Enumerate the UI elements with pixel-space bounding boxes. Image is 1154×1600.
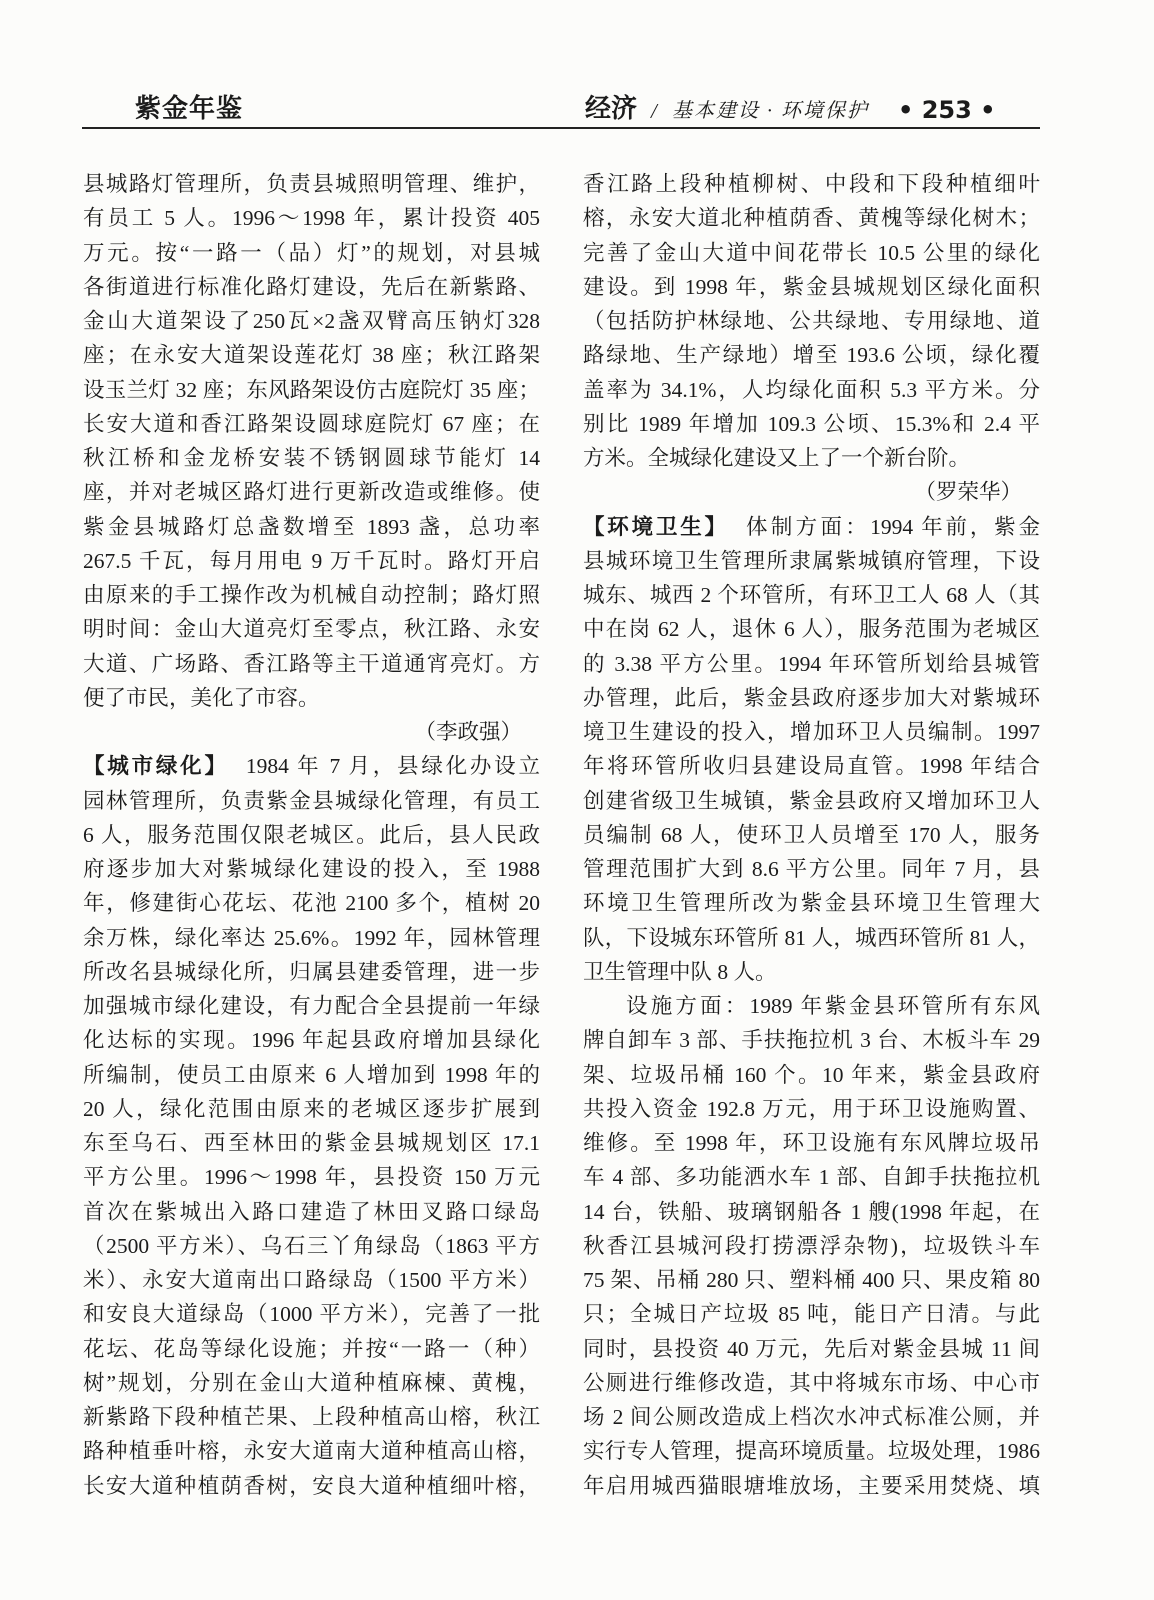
text-line: 各街道进行标准化路灯建设，先后在新紫路、 xyxy=(83,274,540,299)
author-credit: （李政强） xyxy=(414,720,522,744)
text-line: 紫金县城路灯总盏数增至 1893 盏，总功率 xyxy=(83,514,540,539)
text-line: 队，下设城东环管所 81 人，城西环管所 81 人， xyxy=(583,925,1040,950)
section-heading: 【城市绿化】 xyxy=(83,754,229,780)
text-line: 设玉兰灯 32 座；东风路架设仿古庭院灯 35 座； xyxy=(83,377,540,402)
text-line: 秋香江县城河段打捞漂浮杂物)，垃圾铁斗车 xyxy=(583,1233,1040,1258)
text-line: 花坛、花岛等绿化设施；并按“一路一（种） xyxy=(83,1336,540,1361)
text-line: 牌自卸车 3 部、手扶拖拉机 3 台、木板斗车 29 xyxy=(583,1028,1040,1053)
text-line: 榕，永安大道北种植荫香、黄槐等绿化树木； xyxy=(583,206,1040,231)
text-line: 267.5 千瓦，每月用电 9 万千瓦时。路灯开启 xyxy=(83,548,540,573)
text-line: 东至乌石、西至林田的紫金县城规划区 17.1 xyxy=(83,1131,540,1155)
text-line: 场 2 间公厕改造成上档次水冲式标准公厕，并 xyxy=(583,1405,1040,1429)
text-line: 所编制，使员工由原来 6 人增加到 1998 年的 xyxy=(83,1062,540,1087)
text-line: 中在岗 62 人，退休 6 人），服务范围为老城区 xyxy=(583,617,1040,642)
text-line: 便了市民，美化了市容。 xyxy=(83,685,320,710)
text-line: 卫生管理中队 8 人。 xyxy=(583,959,777,984)
text-line: 万元。按“一路一（品）灯”的规划，对县城 xyxy=(83,240,540,265)
text-line: 完善了金山大道中间花带长 10.5 公里的绿化 xyxy=(583,240,1040,265)
text-line: 方米。全城绿化建设又上了一个新台阶。 xyxy=(583,446,971,470)
text-line: 府逐步加大对紫城绿化建设的投入，至 1988 xyxy=(83,857,540,881)
text-line: 所改名县城绿化所，归属县建委管理，进一步 xyxy=(83,959,540,984)
text-line: 同时，县投资 40 万元，先后对紫金县城 11 间 xyxy=(583,1336,1040,1361)
text-line: 加强城市绿化建设，有力配合全县提前一年绿 xyxy=(83,994,540,1018)
text-line: 办管理，此后，紫金县政府逐步加大对紫城环 xyxy=(583,685,1040,710)
text-line: 香江路上段种植柳树、中段和下段种植细叶 xyxy=(583,172,1040,196)
text-line: 县城环境卫生管理所隶属紫城镇府管理，下设 xyxy=(583,548,1040,573)
lead-phrase: 体制方面： xyxy=(746,514,871,539)
text-line: 由原来的手工操作改为机械自动控制；路灯照 xyxy=(83,583,540,607)
text-line: 路种植垂叶榕，永安大道南大道种植高山榕， xyxy=(83,1439,540,1464)
line-text: 1984 年 7 月，县绿化办设立 xyxy=(245,754,540,779)
text-line: 年启用城西猫眼塘堆放场，主要采用焚烧、填 xyxy=(583,1473,1040,1498)
text-line: 架、垃圾吊桶 160 个。10 年来，紫金县政府 xyxy=(583,1062,1040,1087)
text-line: 75 架、吊桶 280 只、塑料桶 400 只、果皮箱 80 xyxy=(583,1268,1040,1292)
text-line: 首次在紫城出入路口建造了林田叉路口绿岛 xyxy=(83,1199,540,1224)
text-line: 县城路灯管理所，负责县城照明管理、维护， xyxy=(83,172,540,196)
text-line: 年，修建街心花坛、花池 2100 多个，植树 20 xyxy=(83,891,540,916)
text-line: （2500 平方米）、乌石三丫角绿岛（1863 平方 xyxy=(83,1233,540,1258)
text-line: 维修。至 1998 年，环卫设施有东风牌垃圾吊 xyxy=(583,1131,1040,1155)
text-line: 别比 1989 年增加 109.3 公顷、15.3%和 2.4 平 xyxy=(583,411,1040,436)
text-line: 和安良大道绿岛（1000 平方米），完善了一批 xyxy=(83,1302,540,1327)
text-line: 20 人，绿化范围由原来的老城区逐步扩展到 xyxy=(83,1096,540,1121)
right-column xyxy=(583,167,1040,1503)
text-line: 年将环管所收归县建设局直管。1998 年结合 xyxy=(583,754,1040,779)
left-column xyxy=(83,167,540,1503)
text-line: 米）、永安大道南出口路绿岛（1500 平方米） xyxy=(83,1268,540,1292)
line-text: 1989 年紫金县环管所有东风 xyxy=(749,994,1040,1018)
text-line: 化达标的实现。1996 年起县政府增加县绿化 xyxy=(83,1028,540,1053)
text-line: 有员工 5 人。1996～1998 年，累计投资 405 xyxy=(83,206,540,231)
text-line xyxy=(583,989,1040,1023)
text-line: 实行专人管理，提高环境质量。垃圾处理，1986 xyxy=(583,1439,1040,1464)
text-line: 境卫生建设的投入，增加环卫人员编制。1997 xyxy=(583,720,1040,744)
text-line: 共投入资金 192.8 万元，用于环卫设施购置、 xyxy=(583,1096,1040,1121)
text-line: 6 人，服务范围仅限老城区。此后，县人民政 xyxy=(83,822,540,847)
text-line: 秋江桥和金龙桥安装不锈钢圆球节能灯 14 xyxy=(83,446,540,470)
text-line: 的 3.38 平方公里。1994 年环管所划给县城管 xyxy=(583,651,1040,676)
text-line: 明时间：金山大道亮灯至零点，秋江路、永安 xyxy=(83,617,540,642)
text-line xyxy=(83,749,540,783)
text-line: 长安大道和香江路架设圆球庭院灯 67 座；在 xyxy=(83,411,540,436)
subsection-title: 基本建设 · 环境保护 xyxy=(672,100,869,122)
text-line: 金山大道架设了250瓦×2盏双臂高压钠灯328 xyxy=(83,309,540,333)
book-title: 紫金年鉴 xyxy=(135,94,244,124)
text-line: 公厕进行维修改造，其中将城东市场、中心市 xyxy=(583,1370,1040,1395)
text-line: 座；在永安大道架设莲花灯 38 座；秋江路架 xyxy=(83,343,540,368)
text-line: 管理范围扩大到 8.6 平方公里。同年 7 月，县 xyxy=(583,857,1040,881)
text-line: 大道、广场路、香江路等主干道通宵亮灯。方 xyxy=(83,651,540,676)
text-line: 创建省级卫生城镇，紫金县政府又增加环卫人 xyxy=(583,788,1040,813)
section-title: 经济 xyxy=(585,94,638,124)
text-line: 车 4 部、多功能洒水车 1 部、自卸手扶拖拉机 xyxy=(583,1165,1040,1190)
text-line: 新紫路下段种植芒果、上段种植高山榕，秋江 xyxy=(83,1405,540,1429)
text-line: 员编制 68 人，使环卫人员增至 170 人，服务 xyxy=(583,822,1040,847)
text-line: 长安大道种植荫香树，安良大道种植细叶榕， xyxy=(83,1473,540,1498)
text-line: （包括防护林绿地、公共绿地、专用绿地、道 xyxy=(583,309,1040,333)
text-line xyxy=(583,510,1040,544)
text-line: 园林管理所，负责紫金县城绿化管理，有员工 xyxy=(83,788,540,813)
author-credit: （罗荣华） xyxy=(914,480,1022,505)
text-line: 盖率为 34.1%，人均绿化面积 5.3 平方米。分 xyxy=(583,377,1040,402)
text-line: 树”规划，分别在金山大道种植麻楝、黄槐， xyxy=(83,1370,540,1395)
lead-phrase: 设施方面： xyxy=(626,994,750,1018)
text-line: 路绿地、生产绿地）增至 193.6 公顷，绿化覆 xyxy=(583,343,1040,368)
text-line: 环境卫生管理所改为紫金县环境卫生管理大 xyxy=(583,891,1040,916)
header-rule xyxy=(82,127,1040,129)
text-line: 建设。到 1998 年，紫金县城规划区绿化面积 xyxy=(583,274,1040,299)
text-line: 平方公里。1996～1998 年，县投资 150 万元 xyxy=(83,1165,540,1190)
text-line: 城东、城西 2 个环管所，有环卫工人 68 人（其 xyxy=(583,583,1040,607)
text-line: 14 台，铁船、玻璃钢船各 1 艘(1998 年起，在 xyxy=(583,1199,1040,1224)
line-text: 1994 年前，紫金 xyxy=(870,514,1040,539)
header-separator: / xyxy=(651,99,657,123)
text-line: 只；全城日产垃圾 85 吨，能日产日清。与此 xyxy=(583,1302,1040,1327)
text-line: 余万株，绿化率达 25.6%。1992 年，园林管理 xyxy=(83,925,540,950)
page-number: • 253 • xyxy=(898,96,996,124)
text-line: 座，并对老城区路灯进行更新改造或维修。使 xyxy=(83,480,540,505)
section-heading: 【环境卫生】 xyxy=(583,514,729,540)
